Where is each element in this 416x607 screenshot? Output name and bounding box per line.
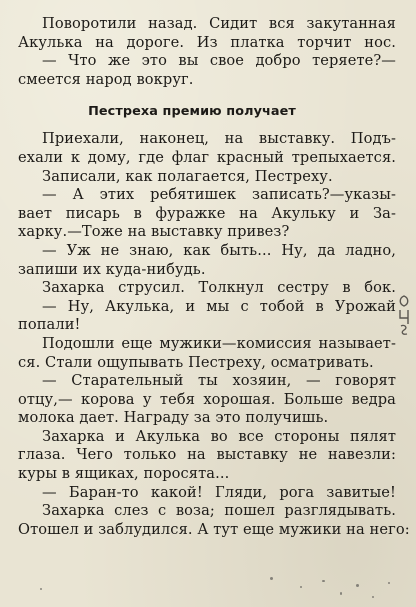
text-line: — А этих ребятишек записать?—указы- — [42, 186, 396, 204]
print-speck — [300, 586, 302, 588]
page-text — [18, 15, 410, 539]
text-line: запиши их куда-нибудь. — [18, 260, 206, 278]
print-speck — [322, 580, 325, 582]
text-line: смеется народ вокруг. — [18, 70, 194, 88]
text-line: харку.—Тоже на выставку привез? — [18, 223, 290, 241]
handwritten-margin-note — [396, 294, 412, 336]
text-line: Приехали, наконец, на выставку. Подъ- — [42, 130, 396, 148]
print-speck — [40, 588, 42, 590]
print-speck — [356, 584, 359, 587]
text-line: молока дает. Награду за это получишь. — [18, 409, 329, 427]
handwritten-mark-icon — [396, 294, 412, 336]
text-line: ся. Стали ощупывать Пестреху, осматривать. — [18, 353, 374, 371]
text-line: — Старательный ты хозяин, — говорят — [42, 372, 396, 390]
text-line: отцу,— корова у тебя хорошая. Больше ведра — [18, 390, 396, 408]
text-line: Поворотили назад. Сидит вся закутанная — [42, 15, 396, 32]
text-line: ехали к дому, где флаг красный трепыхается. — [18, 148, 396, 166]
text-line: Акулька на дороге. Из платка торчит нос. — [18, 33, 396, 51]
text-line: — Уж не знаю, как быть... Ну, да ладно, — [42, 241, 396, 259]
print-speck — [372, 596, 374, 598]
text-line: Записали, как полагается, Пестреху. — [42, 167, 333, 185]
text-line: Подошли еще мужики—комиссия называет- — [42, 334, 396, 352]
text-line: Захарка слез с воза; пошел разглядывать. — [42, 502, 396, 520]
text-line: Отошел и заблудился. А тут еще мужики на него: — [18, 520, 410, 538]
print-speck — [388, 582, 390, 584]
chapter-heading: Пестреха премию получает — [88, 104, 296, 120]
text-line: попали! — [18, 316, 81, 334]
text-line: — Баран-то какой! Гляди, рога завитые! — [42, 483, 396, 501]
print-speck — [340, 592, 342, 595]
text-line: — Ну, Акулька, и мы с тобой в Урожай — [42, 297, 396, 315]
print-speck — [270, 577, 273, 580]
text-line: — Что же это вы свое добро теряете?— — [42, 52, 396, 70]
text-line: вает писарь в фуражке на Акульку и За- — [18, 204, 396, 222]
text-line: глаза. Чего только на выставку не навезли: — [18, 446, 396, 464]
text-line: куры в ящиках, поросята... — [18, 465, 230, 483]
text-line: Захарка и Акулька во все стороны пялят — [42, 427, 396, 445]
text-line: Захарка струсил. Толкнул сестру в бок. — [42, 279, 396, 297]
